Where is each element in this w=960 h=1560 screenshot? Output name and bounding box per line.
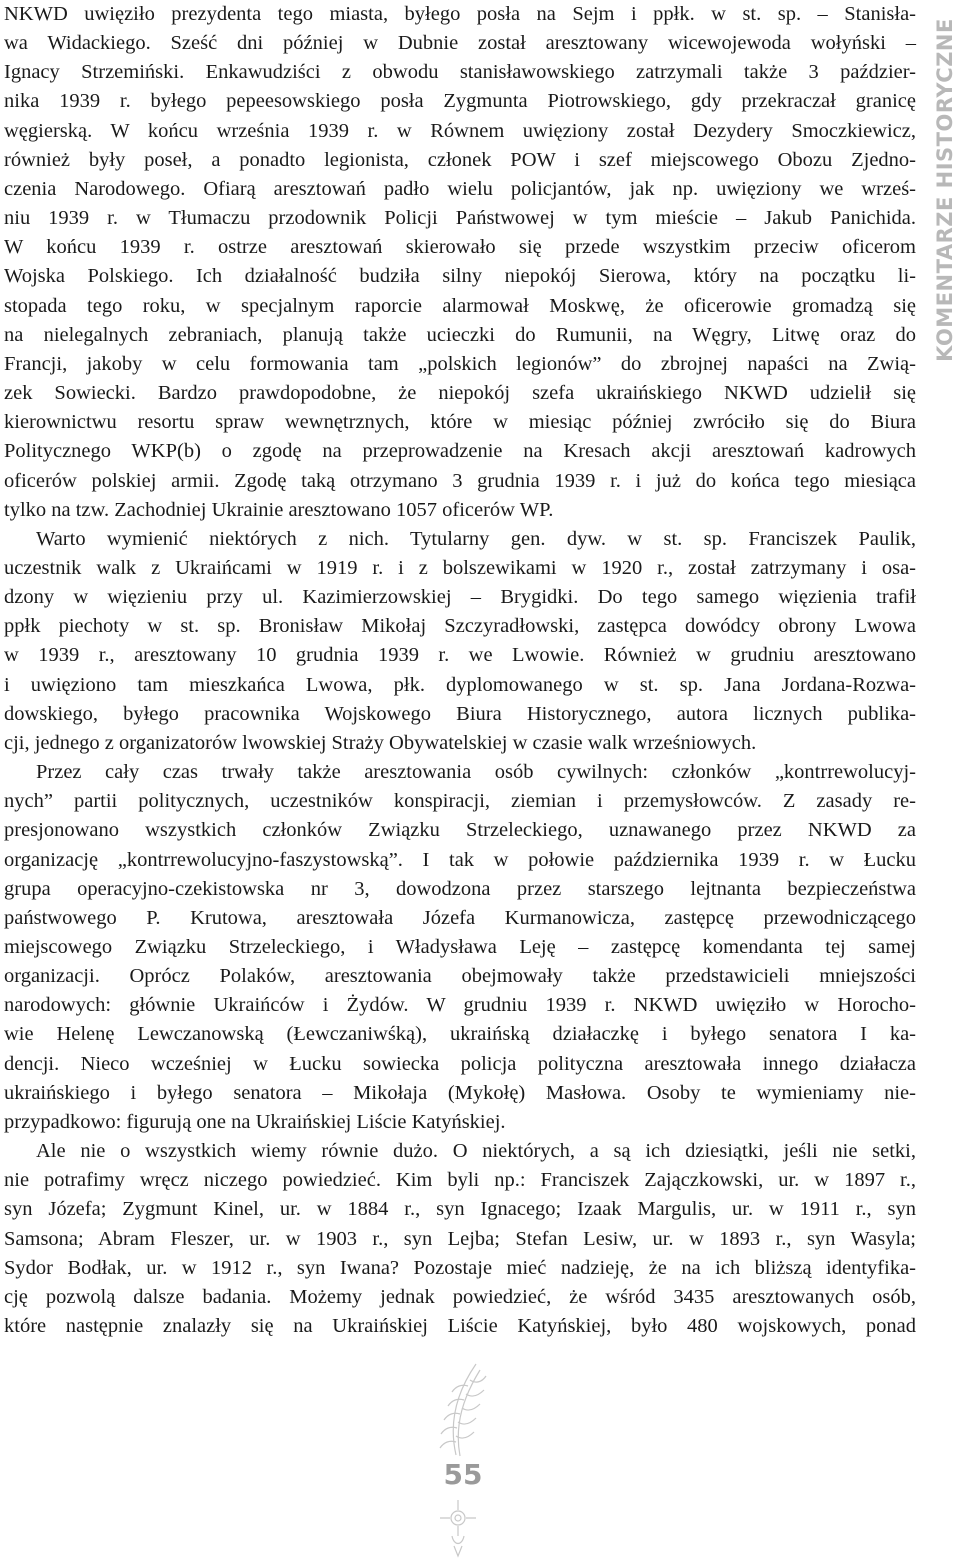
text-line: dowskiego, byłego pracownika Wojskowego Biura Historycznego, autora licznych publika- [4, 702, 916, 725]
text-line: przypadkowo: figurują one na Ukraińskiej Liście Katyńskiej. [4, 1110, 506, 1133]
text-line: Wojska Polskiego. Ich działalność budziła silny niepokój Sierowa, który na początku li- [4, 265, 916, 288]
text-line: presjonowano wszystkich członków Związku Strzeleckiego, uznawanego przez NKWD za [4, 819, 916, 842]
text-line: oficerów polskiej armii. Zgodę taką otrzymano 3 grudnia 1939 r. i już do końca tego miesiąca [4, 469, 916, 492]
text-line: węgierską. W końcu września 1939 r. w Równem uwięziony został Dezydery Smoczkiewicz, [4, 119, 916, 142]
text-line: ppłk piechoty w st. sp. Bronisław Mikołaj Szczyradłowski, zastępca dowódcy obrony Lwowa [4, 615, 916, 638]
text-line: i uwięziono tam mieszkańca Lwowa, płk. dyplomowanego w st. sp. Jana Jordana-Rozwa- [4, 673, 916, 696]
page-number: 55 [443, 1458, 483, 1491]
text-line: na nielegalnych zebraniach, planują także ucieczki do Rumunii, na Węgry, Litwę oraz do [4, 323, 916, 346]
text-line: organizację „kontrrewolucyjno-faszystowską”. I tak w połowie października 1939 r. w Łucku [4, 848, 916, 871]
text-line: W końcu 1939 r. ostrze aresztowań skierowało się przede wszystkim przeciw oficerom [4, 236, 916, 259]
text-line: dzony w więzieniu przy ul. Kazimierzowskiej – Brygidki. Do tego samego więzienia trafił [4, 586, 916, 609]
text-line: Samsona; Abram Fleszer, ur. w 1903 r., syn Lejba; Stefan Lesiw, ur. w 1893 r., syn Wasyla; [4, 1227, 916, 1250]
text-line: Francji, jakoby w celu formowania tam „polskich legionów” do zbrojnej napaści na Zwią- [4, 352, 916, 375]
text-line: nych” partii politycznych, uczestników konspiracji, ziemian i przemysłowców. Z zasady re- [4, 790, 916, 813]
text-line: niu 1939 r. w Tłumaczu przodownik Policji Państwowej w tym mieście – Jakub Panichida. [4, 207, 916, 230]
paragraph-4 [4, 1137, 916, 1341]
text-line: dencji. Nieco wcześniej w Łucku sowiecka policja polityczna aresztowała innego działacza [4, 1052, 916, 1075]
text-line: nika 1939 r. byłego pepeesowskiego posła Zygmunta Piotrowskiego, gdy przekraczał granicę [4, 90, 916, 113]
article-body [4, 0, 916, 1341]
text-line: w 1939 r., aresztowany 10 grudnia 1939 r. we Lwowie. Również w grudniu aresztowano [4, 644, 916, 667]
text-line: czenia Narodowego. Ofiarą aresztowań padło wielu policjantów, jak np. uwięziony we wrześ- [4, 177, 916, 200]
text-line: które następnie znalazły się na Ukraińskiej Liście Katyńskiej, było 480 wojskowych, ponad [4, 1315, 916, 1338]
text-line: miejscowego Związku Strzeleckiego, i Władysława Leję – zastępcę komendanta tej samej [4, 936, 916, 958]
text-line: cji, jednego z organizatorów lwowskiej Straży Obywatelskiej w czasie walk wrześniowych. [4, 731, 757, 754]
text-line: wie Helenę Lewczanowską (Łewczaniwśką), ukraińską działaczkę i byłego senatora I ka- [4, 1023, 916, 1046]
text-line: nie potrafimy wręcz niczego powiedzieć. Kim byli np.: Franciszek Zajączkowski, ur. w 1897 r., [4, 1169, 916, 1192]
paragraph-2 [4, 525, 916, 758]
text-line: kierownictwu resortu spraw wewnętrznych, które w miesiąc później zwróciło się do Biura [4, 411, 916, 434]
section-sidebar [926, 0, 958, 380]
text-line: zek Sowiecki. Bardzo prawdopodobne, że niepokój szefa ukraińskiego NKWD udzielił się [4, 382, 916, 405]
text-line: Politycznego WKP(b) o zgodę na przeprowadzenie na Kresach akcji aresztowań kadrowych [4, 440, 916, 463]
text-line: Warto wymienić niektórych z nich. Tytularny gen. dyw. w st. sp. Franciszek Paulik, [36, 527, 916, 550]
text-line: Ale nie o wszystkich wiemy równie dużo. O niektórych, a są ich dziesiątki, jeśli nie setki, [36, 1140, 916, 1163]
text-line: uczestnik walk z Ukraińcami w 1919 r. i z bolszewikami w 1920 r., został zatrzymany i osa- [4, 556, 916, 579]
section-label: KOMENTARZE HISTORYCZNE [933, 18, 957, 362]
text-line: cję pozwolą dalsze badania. Możemy jednak powiedzieć, że wśród 3435 aresztowanych osób, [4, 1285, 916, 1308]
text-line: stopada tego roku, w specjalnym raporcie alarmował Moskwę, że oficerowie gromadzą się [4, 294, 916, 317]
text-line: tylko na tzw. Zachodniej Ukrainie aresztowano 1057 oficerów WP. [4, 498, 554, 521]
text-line: wa Widackiego. Sześć dni później w Dubnie został aresztowany wicewojewoda wołyński – [4, 32, 916, 55]
text-line: państwowego P. Krutowa, aresztowała Józefa Kurmanowicza, zastępcę przewodniczącego [4, 906, 916, 929]
text-line: narodowych: głównie Ukraińców i Żydów. W grudniu 1939 r. NKWD uwięziło w Horocho- [4, 994, 916, 1017]
text-line: Sydor Bodłak, ur. w 1912 r., syn Iwana? Pozostaje mieć nadzieję, że na ich bliższą identyfika- [4, 1256, 916, 1279]
text-line: Przez cały czas trwały także aresztowania osób cywilnych: członków „kontrrewolucyj- [36, 761, 916, 784]
text-line: Ignacy Strzemiński. Enkawudziści z obwodu stanisławowskiego zatrzymali także 3 paździer- [4, 61, 916, 84]
text-line: organizacji. Oprócz Polaków, aresztowania obejmowały także przedstawicieli mniejszości [4, 965, 916, 988]
text-line: syn Józefa; Zygmunt Kinel, ur. w 1884 r., syn Ignacego; Izaak Margulis, ur. w 1911 r., syn [4, 1198, 916, 1221]
paragraph-1 [4, 0, 916, 525]
text-line: NKWD uwięziło prezydenta tego miasta, byłego posła na Sejm i ppłk. w st. sp. – Stanisła- [4, 3, 916, 25]
paragraph-3 [4, 758, 916, 1137]
text-line: również były poseł, a ponadto legionista, członek POW i szef miejscowego Obozu Zjedno- [4, 148, 916, 171]
text-line: grupa operacyjno-czekistowska nr 3, dowodzona przez starszego lejtnanta bezpieczeństwa [4, 877, 916, 900]
text-line: ukraińskiego i byłego senatora – Mikołaja (Mykołę) Masłowa. Osoby te wymieniamy nie- [4, 1081, 916, 1104]
